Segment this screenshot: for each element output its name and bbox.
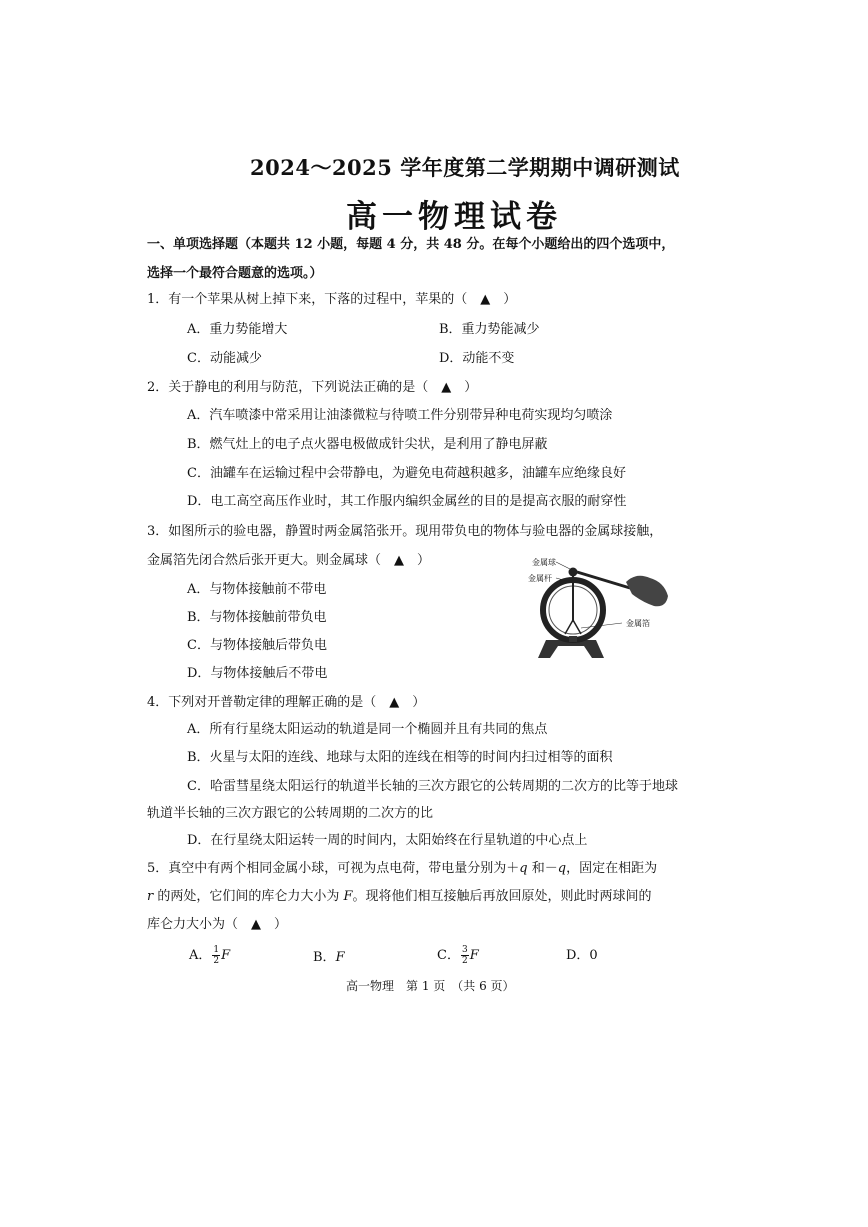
- question-3-stem-line1: 3．如图所示的验电器，静置时两金属箔张开。现用带负电的物体与验电器的金属球接触，: [147, 524, 663, 539]
- label-metal-rod: 金属杆: [528, 574, 552, 583]
- question-2-option-b: B．燃气灶上的电子点火器电极做成针尖状，是利用了静电屏蔽: [187, 437, 548, 452]
- question-2-stem: 2．关于静电的利用与防范，下列说法正确的是（ ▲ ）: [147, 380, 478, 395]
- exam-title-subject: 高一物理试卷: [346, 199, 562, 235]
- section-heading-line2: 选择一个最符合题意的选项。）: [147, 266, 323, 281]
- question-5-stem-line1: 5．真空中有两个相同金属小球，可视为点电荷，带电量分别为＋q 和－q，固定在相距为: [147, 861, 658, 876]
- question-1-stem: 1．有一个苹果从树上掉下来，下落的过程中，苹果的（ ▲ ）: [147, 292, 517, 307]
- question-3-stem-line2: 金属箔先闭合然后张开更大。则金属球（ ▲ ）: [147, 553, 430, 568]
- question-5-option-d: D．0: [566, 948, 598, 963]
- electroscope-illustration: [518, 552, 678, 664]
- question-4-option-d: D．在行星绕太阳运转一周的时间内，太阳始终在行星轨道的中心点上: [187, 833, 588, 848]
- exam-title-line1: 2024～2025 学年度第二学期期中调研测试: [250, 155, 680, 180]
- question-5-option-a: A． $\frac{1}{2}$ F: [189, 945, 231, 966]
- question-3-option-b: B．与物体接触前带负电: [187, 610, 327, 625]
- question-5-option-b: B．F: [313, 950, 345, 965]
- question-1-option-d: D．动能不变: [439, 351, 515, 366]
- hand-icon: [626, 576, 668, 607]
- page-footer: 高一物理 第 1 页 （共 6 页）: [346, 979, 515, 993]
- question-4-option-a: A．所有行星绕太阳运动的轨道是同一个椭圆并且有共同的焦点: [187, 722, 548, 737]
- question-2-option-c: C．油罐车在运输过程中会带静电，为避免电荷越积越多，油罐车应绝缘良好: [187, 466, 626, 481]
- label-metal-foil: 金属箔: [626, 619, 650, 628]
- question-5-stem-line2: r 的两处，它们间的库仑力大小为 F。现将他们相互接触后再放回原处，则此时两球间的: [147, 889, 652, 904]
- question-4-option-c-line2: 轨道半长轴的三次方跟它的公转周期的二次方的比: [147, 806, 434, 821]
- label-metal-ball: 金属球: [532, 558, 556, 567]
- question-2-option-d: D．电工高空高压作业时，其工作服内编织金属丝的目的是提高衣服的耐穿性: [187, 494, 627, 509]
- question-1-option-a: A．重力势能增大: [187, 322, 288, 337]
- question-4-option-b: B．火星与太阳的连线、地球与太阳的连线在相等的时间内扫过相等的面积: [187, 750, 613, 765]
- question-2-option-a: A．汽车喷漆中常采用让油漆微粒与待喷工件分别带异种电荷实现均匀喷涂: [187, 408, 613, 423]
- question-5-stem-line3: 库仑力大小为（ ▲ ）: [147, 917, 287, 932]
- question-3-option-a: A．与物体接触前不带电: [187, 582, 327, 597]
- question-4-stem: 4．下列对开普勒定律的理解正确的是（ ▲ ）: [147, 695, 426, 710]
- section-heading-line1: 一、单项选择题（本题共 12 小题，每题 4 分，共 48 分。在每个小题给出的四个选项中，: [147, 237, 675, 252]
- question-3-option-d: D．与物体接触后不带电: [187, 666, 328, 681]
- electroscope-diagram: [518, 552, 678, 664]
- question-5-option-c: C． $\frac{3}{2}$ F: [437, 945, 479, 966]
- question-3-option-c: C．与物体接触后带负电: [187, 638, 327, 653]
- question-1-option-c: C．动能减少: [187, 351, 262, 366]
- question-4-option-c-line1: C．哈雷彗星绕太阳运行的轨道半长轴的三次方跟它的公转周期的二次方的比等于地球: [187, 779, 678, 794]
- question-1-option-b: B．重力势能减少: [439, 322, 540, 337]
